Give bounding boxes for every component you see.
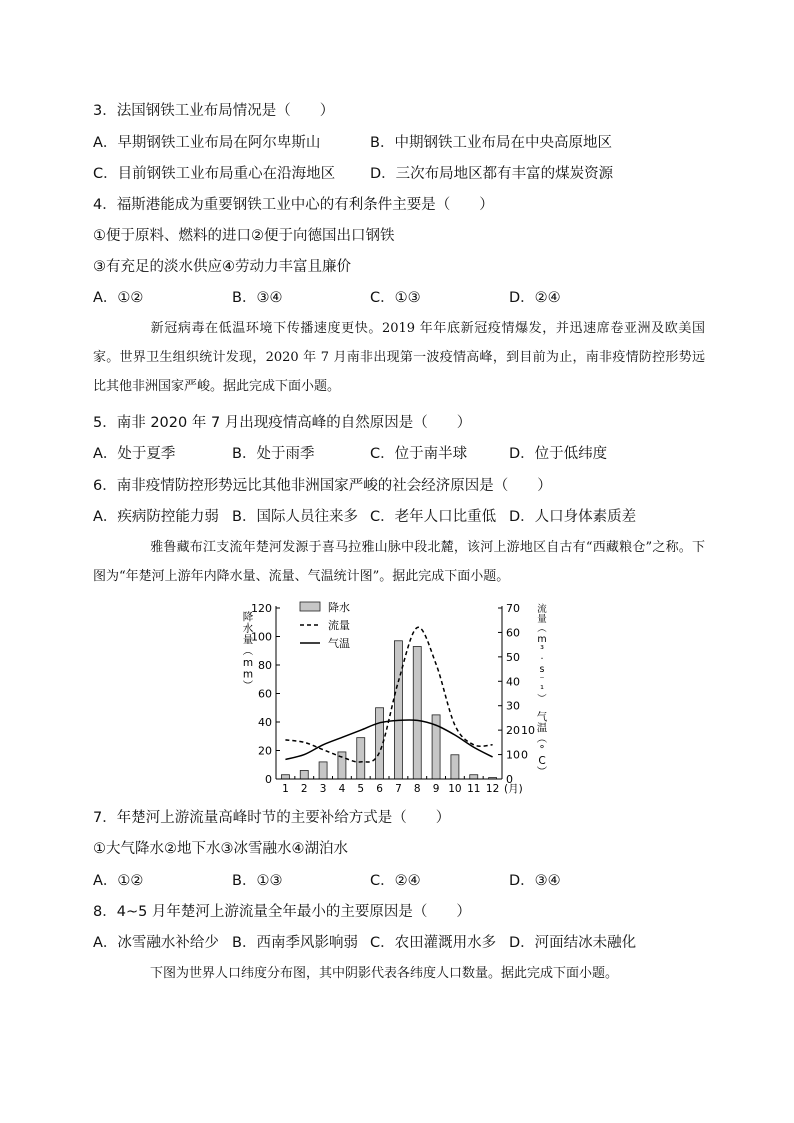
legend-precipitation-swatch: [300, 602, 320, 611]
q3-option-a: A．早期钢铁工业布局在阿尔卑斯山: [93, 135, 321, 151]
left-tick-label: 60: [258, 687, 272, 701]
left-tick-label: 20: [258, 744, 272, 758]
q5-option-b: B．处于雨季: [232, 446, 315, 462]
svg-text:）: ）: [241, 679, 253, 691]
q7-option-a: A．①②: [93, 873, 144, 889]
precipitation-bar: [300, 770, 308, 779]
legend-flow-label: 流量: [328, 619, 350, 632]
precipitation-bar: [281, 775, 289, 779]
right-tick-label: 60: [506, 626, 520, 640]
svg-text:·: ·: [540, 654, 544, 665]
left-tick-label: 120: [251, 602, 272, 615]
x-axis-unit: (月): [504, 783, 523, 795]
q4-statement-2: ③有充足的淡水供应④劳动力丰富且廉价: [93, 259, 351, 275]
svg-text:）: ）: [535, 765, 547, 777]
passage-covid: [93, 314, 705, 401]
svg-text:温: 温: [536, 722, 548, 734]
x-tick-label: 5: [357, 783, 365, 795]
legend-precipitation-label: 降水: [328, 601, 350, 614]
right-tick-label: 40: [506, 675, 520, 689]
svg-text:降: 降: [242, 611, 254, 623]
right-axis-temp-title: [535, 710, 548, 776]
right-tick-label: 30: [506, 699, 520, 713]
temperature-tick-label: 10: [521, 724, 535, 738]
x-tick-label: 10: [448, 783, 462, 795]
svg-text:（: （: [535, 732, 547, 744]
x-tick-label: 4: [338, 783, 346, 795]
q3-option-c: C．目前钢铁工业布局重心在沿海地区: [93, 166, 336, 182]
precipitation-bar: [319, 762, 327, 779]
left-tick-label: 100: [251, 630, 272, 644]
svg-text:）: ）: [535, 693, 546, 703]
q7-option-c: C．②④: [370, 873, 421, 889]
right-axis-flow-title: [535, 603, 547, 703]
x-tick-label: 6: [376, 783, 383, 795]
svg-text:C: C: [538, 755, 546, 767]
precipitation-bar: [376, 708, 384, 779]
q6-option-c: C．老年人口比重低: [370, 509, 497, 525]
left-tick-label: 0: [265, 773, 272, 786]
q7-statement-1: ①大气降水②地下水③冰雪融水④湖泊水: [93, 841, 348, 857]
svg-text:³: ³: [540, 644, 544, 655]
q5-stem: 5．南非 2020 年 7 月出现疫情高峰的自然原因是（ ）: [93, 415, 472, 431]
passage-nianchu: [93, 533, 705, 591]
q8-option-b: B．西南季风影响弱: [232, 935, 358, 951]
q4-statement-1: ①便于原料、燃料的进口②便于向德国出口钢铁: [93, 228, 395, 244]
svg-text:水: 水: [242, 622, 254, 635]
right-tick-label: 50: [506, 650, 520, 664]
svg-text:m: m: [242, 657, 254, 669]
x-tick-label: 9: [432, 783, 440, 795]
x-tick-label: 2: [300, 783, 308, 795]
q8-stem: 8．4~5 月年楚河上游流量全年最小的主要原因是（ ）: [93, 904, 471, 920]
x-tick-label: 8: [413, 783, 421, 795]
x-tick-label: 7: [395, 783, 402, 795]
flow-line: [285, 627, 492, 762]
svg-text:⁻: ⁻: [539, 674, 545, 685]
svg-text:（: （: [241, 645, 253, 656]
q4-stem: 4．福斯港能成为重要钢铁工业中心的有利条件主要是（ ）: [93, 197, 494, 213]
q8-option-c: C．农田灌溉用水多: [370, 935, 497, 951]
right-tick-label: 20: [506, 724, 520, 738]
precipitation-bar: [413, 646, 421, 779]
svg-text:量: 量: [537, 614, 547, 625]
passage-population: [93, 959, 705, 988]
passage-nianchu-text: 雅鲁藏布江支流年楚河发源于喜马拉雅山脉中段北麓，该河上游地区自古有“西藏粮仓”之称。下图为“年楚河上游年内降水量、流量、气温统计图”。据此完成下面小题。: [93, 540, 705, 584]
q5-option-c: C．位于南半球: [370, 446, 468, 462]
passage-covid-text: 新冠病毒在低温环境下传播速度更快。2019 年年底新冠疫情爆发，并迅速席卷亚洲及欧美国家。世界卫生组织统计发现，2020 年 7 月南非出现第一波疫情高峰，到目前为止，南非疫情防控形势远比其他非洲国家严峻。据此完成下面小题。: [93, 321, 705, 394]
q6-option-d: D．人口身体素质差: [509, 509, 637, 525]
right-tick-label: 0: [506, 773, 513, 786]
q4-option-a: A．①②: [93, 290, 144, 306]
x-tick-label: 1: [282, 783, 289, 795]
svg-text:气: 气: [536, 711, 548, 723]
svg-text:s: s: [539, 664, 545, 675]
x-tick-label: 11: [467, 783, 481, 795]
svg-text:量: 量: [242, 634, 254, 646]
left-axis-title: [241, 610, 254, 690]
q6-stem: 6．南非疫情防控形势远比其他非洲国家严峻的社会经济原因是（ ）: [93, 478, 552, 494]
x-tick-label: 3: [319, 783, 327, 795]
temperature-tick-label: 0: [521, 748, 528, 762]
nianchu-climate-chart: [236, 598, 556, 798]
q6-option-a: A．疾病防控能力弱: [93, 509, 219, 525]
q4-option-b: B．③④: [232, 290, 283, 306]
right-tick-label: 10: [506, 748, 520, 762]
svg-text:¹: ¹: [540, 684, 544, 695]
svg-text:流: 流: [537, 604, 547, 615]
svg-text:（: （: [535, 623, 546, 633]
legend-temperature-label: 气温: [328, 637, 350, 650]
q3-stem: 3．法国钢铁工业布局情况是（ ）: [93, 103, 335, 119]
left-tick-label: 40: [258, 716, 272, 729]
passage-population-text: 下图为世界人口纬度分布图，其中阴影代表各纬度人口数量。据此完成下面小题。: [150, 966, 619, 981]
x-tick-label: 12: [485, 783, 500, 795]
svg-text:m: m: [242, 668, 254, 681]
svg-text:°: °: [539, 744, 545, 756]
right-tick-label: 70: [506, 602, 520, 615]
q7-stem: 7．年楚河上游流量高峰时节的主要补给方式是（ ）: [93, 810, 451, 826]
svg-text:m: m: [537, 634, 547, 645]
q3-option-b: B．中期钢铁工业布局在中央高原地区: [370, 135, 612, 151]
precipitation-bar: [451, 755, 459, 779]
temperature-line: [285, 720, 492, 760]
q4-option-c: C．①③: [370, 290, 421, 306]
precipitation-bar: [470, 775, 478, 779]
q7-option-b: B．①③: [232, 873, 283, 889]
q5-option-d: D．位于低纬度: [509, 446, 608, 462]
q8-option-a: A．冰雪融水补给少: [93, 935, 219, 951]
precipitation-bar: [394, 641, 402, 779]
q5-option-a: A．处于夏季: [93, 446, 176, 462]
q6-option-b: B．国际人员往来多: [232, 509, 358, 525]
left-tick-label: 80: [258, 659, 272, 672]
q4-option-d: D．②④: [509, 290, 561, 306]
q8-option-d: D．河面结冰未融化: [509, 935, 637, 951]
precipitation-bar: [357, 738, 365, 779]
q3-option-d: D．三次布局地区都有丰富的煤炭资源: [370, 166, 614, 182]
q7-option-d: D．③④: [509, 873, 561, 889]
